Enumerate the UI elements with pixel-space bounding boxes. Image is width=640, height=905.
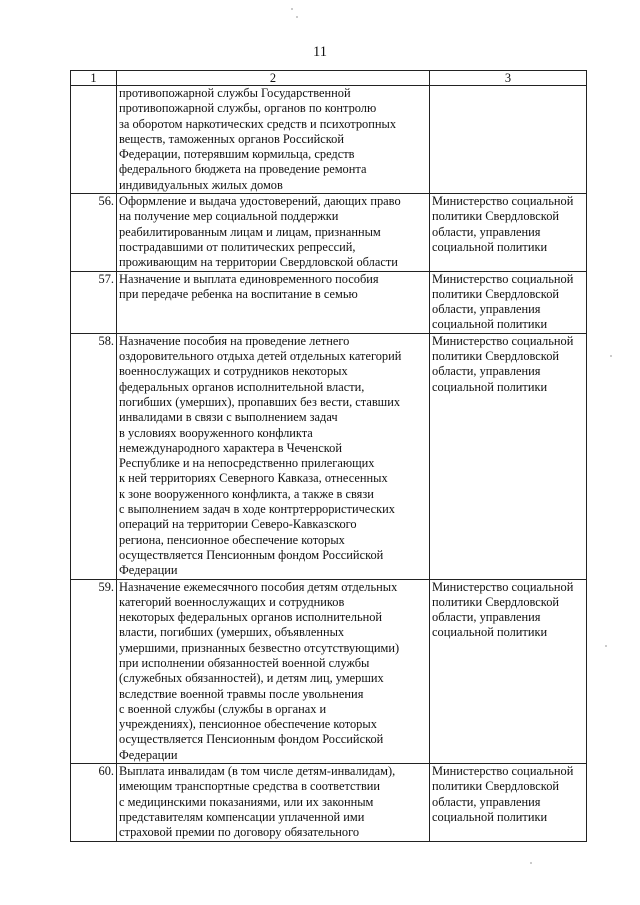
responsible-authority bbox=[430, 86, 587, 194]
authority-line: политики Свердловской bbox=[432, 286, 560, 301]
authority-line: области, управления bbox=[432, 224, 541, 239]
header-col-3: 3 bbox=[430, 71, 587, 86]
responsible-authority bbox=[430, 333, 587, 579]
row-number bbox=[71, 86, 117, 194]
row-number: 58. bbox=[71, 333, 117, 579]
authority-line: социальной политики bbox=[432, 239, 548, 254]
service-line: учреждениях), пенсионное обеспечение которых bbox=[119, 717, 377, 732]
responsible-authority bbox=[430, 271, 587, 333]
scan-speck bbox=[605, 645, 607, 647]
row-number: 59. bbox=[71, 579, 117, 764]
service-line: (служебных обязанностей), и детям лиц, умерших bbox=[119, 671, 384, 686]
service-description bbox=[117, 271, 430, 333]
scan-speck bbox=[610, 355, 612, 357]
service-line: имеющим транспортные средства в соответствии bbox=[119, 779, 381, 794]
service-line: Оформление и выдача удостоверений, дающих право bbox=[119, 194, 401, 209]
service-line: погибших (умерших), пропавших без вести, ставших bbox=[119, 394, 401, 409]
service-line: немеждународного характера в Чеченской bbox=[119, 440, 342, 455]
service-line: вследствие военной травмы после увольнения bbox=[119, 686, 364, 701]
service-line: на получение мер социальной поддержки bbox=[119, 209, 339, 224]
services-table bbox=[70, 70, 587, 842]
service-description bbox=[117, 579, 430, 764]
responsible-authority bbox=[430, 764, 587, 841]
table-row bbox=[71, 86, 587, 194]
service-line: противопожарной службы Государственной bbox=[119, 86, 351, 100]
service-line: пострадавшими от политических репрессий, bbox=[119, 239, 356, 254]
service-line: с медицинскими показаниями, или их законным bbox=[119, 794, 374, 809]
table-row bbox=[71, 579, 587, 764]
authority-line: политики Свердловской bbox=[432, 779, 560, 794]
row-number: 56. bbox=[71, 194, 117, 271]
authority-line: Министерство социальной bbox=[432, 194, 574, 209]
service-line: Назначение и выплата единовременного пособия bbox=[119, 271, 379, 286]
authority-line: социальной политики bbox=[432, 379, 548, 394]
service-line: Выплата инвалидам (в том числе детям-инвалидам), bbox=[119, 764, 396, 779]
authority-line: Министерство социальной bbox=[432, 764, 574, 779]
authority-line: социальной политики bbox=[432, 809, 548, 824]
responsible-authority bbox=[430, 579, 587, 764]
service-line: осуществляется Пенсионным фондом Российской bbox=[119, 732, 384, 747]
service-line: за оборотом наркотических средств и психотропных bbox=[119, 116, 397, 131]
row-number: 60. bbox=[71, 764, 117, 841]
page-number: 11 bbox=[313, 44, 327, 60]
authority-line: Министерство социальной bbox=[432, 333, 574, 348]
service-line: операций на территории Северо-Кавказского bbox=[119, 517, 357, 532]
table-row bbox=[71, 271, 587, 333]
service-line: Федерации, потерявшим кормильца, средств bbox=[119, 147, 355, 162]
service-line: Назначение ежемесячного пособия детям отдельных bbox=[119, 579, 398, 594]
authority-line: политики Свердловской bbox=[432, 209, 560, 224]
authority-line: социальной политики bbox=[432, 317, 548, 332]
service-line: власти, погибших (умерших, объявленных bbox=[119, 625, 345, 640]
service-line: при передаче ребенка на воспитание в семью bbox=[119, 286, 358, 301]
service-description bbox=[117, 194, 430, 271]
service-line: Республике и на непосредственно прилегающих bbox=[119, 456, 375, 471]
service-line: к ней территориях Северного Кавказа, отнесенных bbox=[119, 471, 388, 486]
authority-line: области, управления bbox=[432, 794, 541, 809]
authority-line: Министерство социальной bbox=[432, 271, 574, 286]
service-line: в условиях вооруженного конфликта bbox=[119, 425, 313, 440]
service-line: федерального бюджета на проведение ремонта bbox=[119, 162, 367, 177]
service-line: военнослужащих и сотрудников некоторых bbox=[119, 364, 348, 379]
service-line: проживающим на территории Свердловской области bbox=[119, 255, 398, 270]
service-line: Назначение пособия на проведение летнего bbox=[119, 333, 350, 348]
row-number: 57. bbox=[71, 271, 117, 333]
service-description bbox=[117, 764, 430, 841]
authority-line: области, управления bbox=[432, 610, 541, 625]
header-col-2: 2 bbox=[117, 71, 430, 86]
service-line: Федерации bbox=[119, 563, 178, 578]
scan-speck bbox=[530, 862, 532, 864]
service-line: веществ, таможенных органов Российской bbox=[119, 131, 344, 146]
table-header-row bbox=[71, 71, 587, 86]
service-line: умершими, признанных безвестно отсутствующими) bbox=[119, 640, 400, 655]
service-line: оздоровительного отдыха детей отдельных категорий bbox=[119, 349, 402, 364]
service-line: категорий военнослужащих и сотрудников bbox=[119, 594, 345, 609]
service-line: осуществляется Пенсионным фондом Российской bbox=[119, 547, 384, 562]
responsible-authority bbox=[430, 194, 587, 271]
service-line: Федерации bbox=[119, 747, 178, 762]
authority-line: социальной политики bbox=[432, 625, 548, 640]
service-line: реабилитированным лицам и лицам, признанным bbox=[119, 224, 381, 239]
service-line: индивидуальных жилых домов bbox=[119, 177, 283, 192]
service-description bbox=[117, 86, 430, 194]
table-row bbox=[71, 194, 587, 271]
scan-speck bbox=[296, 16, 298, 18]
service-line: страховой премии по договору обязательного bbox=[119, 825, 360, 840]
service-line: инвалидами в связи с выполнением задач bbox=[119, 410, 338, 425]
service-line: представителям компенсации уплаченной ими bbox=[119, 809, 365, 824]
service-description bbox=[117, 333, 430, 579]
authority-line: области, управления bbox=[432, 364, 541, 379]
header-col-1: 1 bbox=[71, 71, 117, 86]
service-line: противопожарной службы, органов по контролю bbox=[119, 101, 377, 116]
scan-speck bbox=[291, 8, 293, 10]
service-line: региона, пенсионное обеспечение которых bbox=[119, 532, 345, 547]
authority-line: Министерство социальной bbox=[432, 579, 574, 594]
service-line: при исполнении обязанностей военной службы bbox=[119, 655, 370, 670]
authority-line: области, управления bbox=[432, 302, 541, 317]
authority-line: политики Свердловской bbox=[432, 349, 560, 364]
authority-line: политики Свердловской bbox=[432, 594, 560, 609]
service-line: некоторых федеральных органов исполнительной bbox=[119, 610, 383, 625]
table-row bbox=[71, 764, 587, 841]
service-line: с выполнением задач в ходе контртеррористических bbox=[119, 502, 395, 517]
service-line: к зоне вооруженного конфликта, а также в связи bbox=[119, 486, 374, 501]
table-row bbox=[71, 333, 587, 579]
service-line: федеральных органов исполнительной власти, bbox=[119, 379, 365, 394]
service-line: с военной службы (службы в органах и bbox=[119, 701, 327, 716]
